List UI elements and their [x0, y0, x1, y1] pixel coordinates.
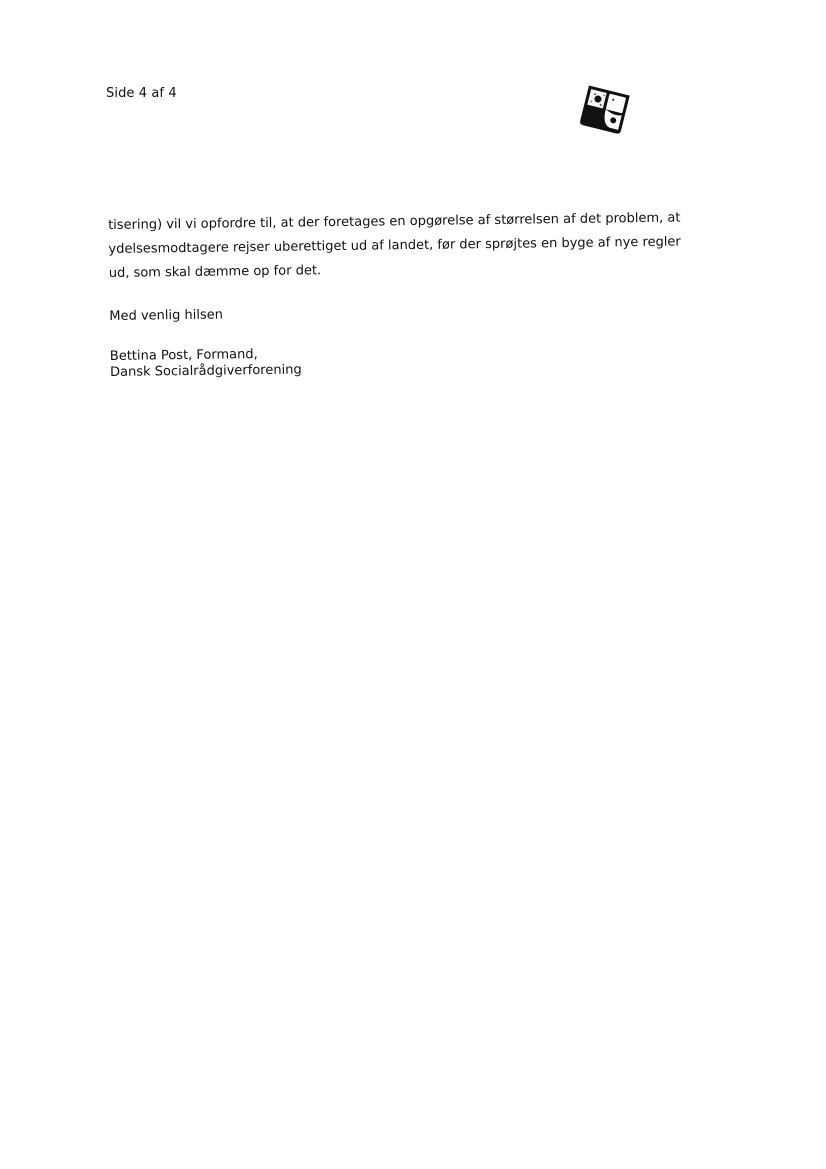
page-number: Side 4 af 4: [106, 86, 177, 101]
closing-paragraph: [108, 206, 709, 286]
signature-name: Bettina Post, Formand,: [109, 347, 258, 364]
signature-block: [110, 341, 710, 381]
letter-body: [108, 206, 710, 381]
paragraph-line: tisering) vil vi opfordre til, at der foretages en opgørelse af størrelsen af det problem, at: [108, 210, 681, 233]
paragraph-line: ydelsesmodtagere rejser uberettiget ud af landet, før der sprøjtes en byge af nye regler: [108, 234, 681, 257]
signature-organization: Dansk Socialrådgiverforening: [109, 362, 302, 380]
salutation: Med venlig hilsen: [109, 307, 224, 324]
paragraph-line: ud, som skal dæmme op for det.: [108, 263, 322, 281]
organization-logo-icon: [576, 80, 634, 136]
